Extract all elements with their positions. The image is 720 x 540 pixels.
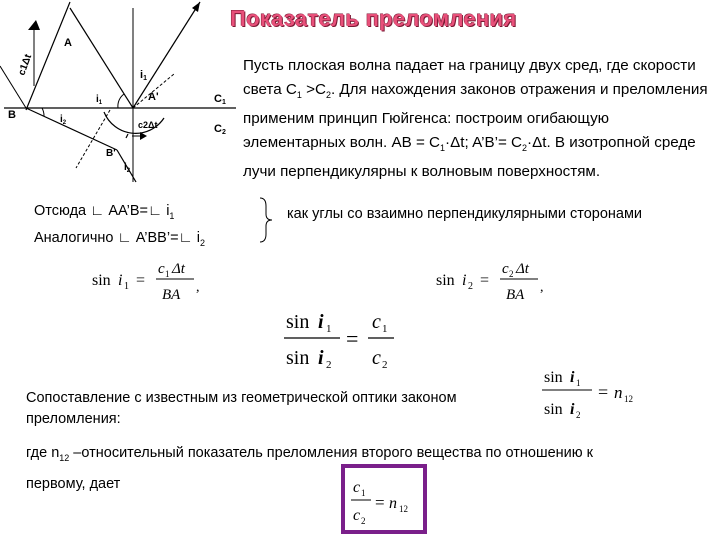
svg-text:2: 2 (576, 410, 581, 420)
intro-paragraph: Пусть плоская волна падает на границу двух сред, где скорости света $С_1 >С_2$. Для нахождения законов отражения и преломления применим принцип Гюйгенса: построим огибающую элементарных волн. AB = $C_1\cdot\Delta t$; A’B’= $C_2\cdot\Delta t$. В изотропной среде лучи перпендикулярны к волновым поверхностям. (243, 57, 708, 181)
result-box (341, 464, 427, 534)
svg-text:sin: sin (286, 311, 310, 333)
label-i1-left-sub: 1 (98, 100, 103, 106)
refraction-diagram (0, 0, 240, 185)
svg-text:=: = (346, 326, 359, 351)
svg-text:=: = (375, 493, 385, 512)
svg-text:c: c (372, 311, 381, 333)
label-B: B (8, 109, 16, 121)
reflected-ray (133, 2, 200, 108)
svg-text:,: , (196, 280, 200, 295)
label-c2-sub: 2 (221, 129, 226, 136)
where-text: где $n_{12}$ –относительный показатель преломления второго вещества по отношению к первому, дает (26, 445, 593, 492)
svg-text:1: 1 (165, 269, 170, 279)
svg-text:i1 (96, 94, 103, 106)
page-title: Показатель преломления (230, 6, 517, 31)
svg-text:,: , (540, 280, 544, 295)
svg-text:c: c (158, 261, 165, 277)
svg-text:sin: sin (544, 369, 563, 386)
svg-text:=: = (480, 272, 490, 289)
incident-ray-a (70, 8, 133, 108)
svg-text:i1 (140, 69, 147, 82)
svg-text:n: n (614, 383, 623, 402)
svg-text:C1 (214, 93, 226, 106)
label-c2dt: c2Δt (138, 120, 158, 130)
svg-text:12: 12 (399, 504, 408, 514)
svg-text:i: i (318, 311, 324, 333)
formula-sin-i1 (90, 255, 220, 310)
svg-text:c: c (372, 347, 381, 369)
svg-text:2: 2 (468, 281, 473, 292)
comparison-text: Сопоставление с известным из геометрической оптики законом преломления: (26, 390, 457, 427)
svg-text:sin: sin (286, 347, 310, 369)
reflected-arrow (192, 2, 200, 12)
svg-text:n: n (389, 495, 397, 512)
curly-brace (258, 196, 274, 244)
brace-explanation: как углы со взаимно перпендикулярными сторонами (287, 206, 643, 222)
svg-text:1: 1 (576, 378, 581, 388)
svg-text:Δt: Δt (172, 261, 185, 277)
formula-result (345, 468, 423, 530)
label-c1: C (214, 93, 222, 105)
svg-text:BA: BA (506, 287, 525, 303)
label-A: A (64, 37, 72, 49)
label-c1dt: c1Δt (16, 52, 35, 78)
svg-text:2: 2 (326, 359, 332, 371)
svg-text:sin: sin (544, 401, 563, 418)
svg-text:2: 2 (382, 359, 388, 371)
label-c1-sub: 1 (221, 99, 226, 106)
svg-text:1: 1 (361, 488, 366, 498)
svg-text:1: 1 (124, 281, 129, 292)
svg-text:c: c (353, 479, 361, 496)
label-B-prime: B' (106, 148, 116, 159)
formula-ratio (282, 302, 412, 374)
svg-text:BA: BA (162, 287, 181, 303)
svg-text:2: 2 (361, 516, 366, 526)
angle-statement-1: Отсюда ∟ AA’B=∟ $i_1$ (34, 203, 175, 221)
svg-text:2: 2 (509, 269, 514, 279)
svg-text:i2 (124, 162, 131, 174)
label-i1-top-sub: 1 (143, 75, 147, 82)
label-i2-bottom-sub: 2 (126, 168, 131, 174)
formula-snell (536, 362, 666, 424)
svg-text:i: i (318, 347, 324, 369)
formula-sin-i2 (434, 255, 564, 310)
incident-wavefront (26, 2, 70, 110)
svg-text:12: 12 (624, 394, 633, 404)
label-c2: C (214, 123, 222, 135)
svg-text:sin: sin (92, 272, 111, 289)
svg-text:i: i (118, 272, 123, 289)
svg-text:=: = (598, 382, 609, 402)
svg-text:i: i (462, 272, 467, 289)
label-i2-left-sub: 2 (62, 120, 67, 126)
svg-text:c: c (502, 261, 509, 277)
label-i1-left: i (96, 94, 99, 105)
svg-text:c: c (353, 507, 361, 524)
refracted-wavefront (26, 108, 117, 150)
svg-text:Δt: Δt (516, 261, 529, 277)
svg-text:1: 1 (326, 323, 332, 335)
svg-text:sin: sin (436, 272, 455, 289)
angle-statement-2: Аналогично ∟ A’BB’=∟ $i_2$ (34, 229, 206, 248)
svg-text:C2 (214, 123, 226, 136)
label-A-prime: A' (148, 91, 159, 103)
svg-text:=: = (136, 272, 146, 289)
label-i2-left: i (60, 114, 63, 125)
label-i1-top: i (140, 69, 144, 81)
svg-text:1: 1 (382, 323, 388, 335)
svg-text:i: i (570, 401, 575, 418)
svg-text:i2 (60, 114, 67, 126)
label-i2-bottom: i (124, 162, 127, 173)
svg-text:i: i (570, 369, 575, 386)
angle-statements (34, 200, 205, 254)
